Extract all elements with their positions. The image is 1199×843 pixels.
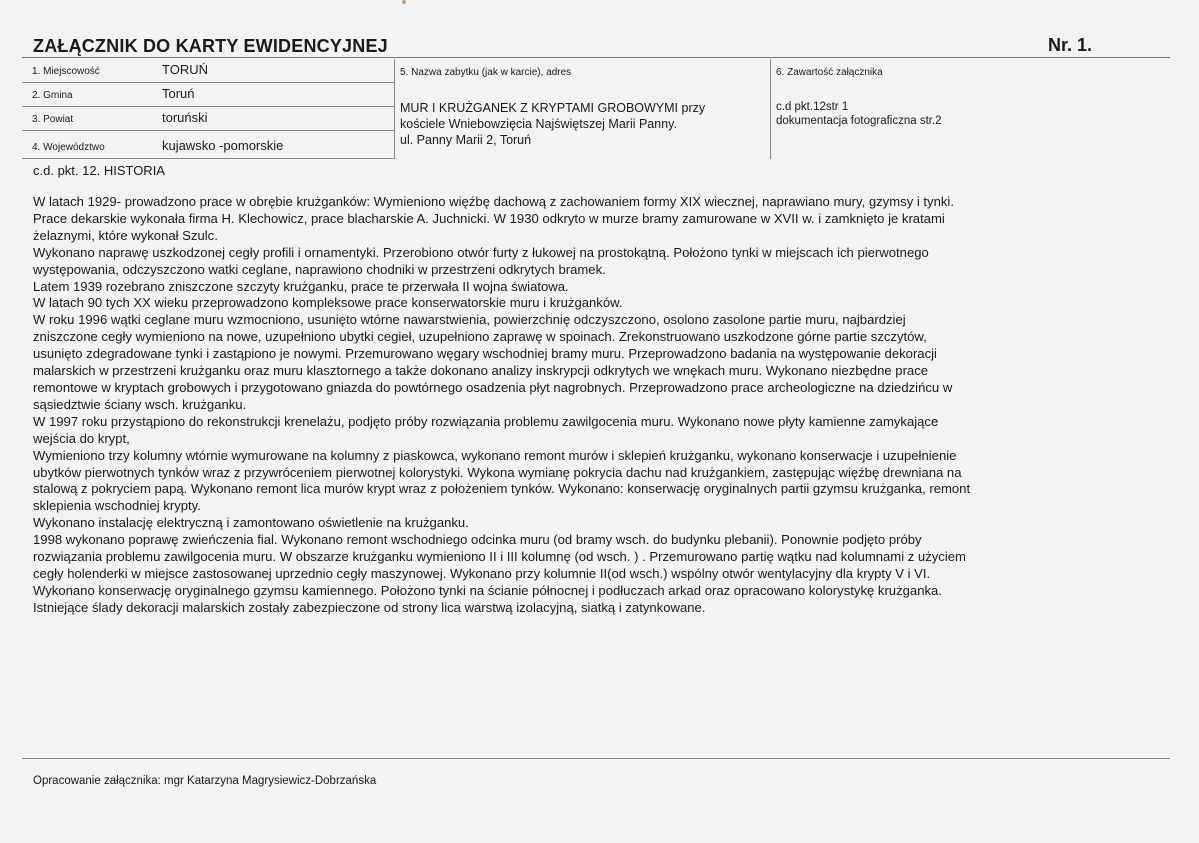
text-line: W latach 90 tych XX wieku przeprowadzono kompleksowe prace konserwatorskie muru i krużganków. bbox=[33, 295, 623, 311]
text-line: Prace dekarskie wykonała firma H. Klechowicz, prace blacharskie A. Juchnicki. W 1930 odkryto w murze bramy zamurowane w XVII w. i zamknięto je kratami bbox=[33, 210, 945, 226]
field-value-location: TORUŃ bbox=[162, 62, 208, 77]
text-line: sklepienia wschodniej krypty. bbox=[33, 498, 201, 514]
field-value-monument bbox=[400, 100, 770, 148]
contents-line: dokumentacja fotograficzna str.2 bbox=[776, 115, 942, 127]
text-line: Istniejące ślady dekoracji malarskich zostały zabezpieczone od strony lica warstwą izolacyjną, siatką i zatynkowane. bbox=[33, 599, 706, 615]
text-line: Wykonano instalację elektryczną i zamontowano oświetlenie na krużganku. bbox=[33, 515, 469, 531]
document-title: ZAŁĄCZNIK DO KARTY EWIDENCYJNEJ bbox=[33, 36, 388, 56]
text-line: zniszczone cegły wymieniono na nowe, uzupełniono ubytki cegieł, uzupełniono zaprawę w spoinach. Zrekonstruowano uszkodzone górne partie szczytów, bbox=[33, 329, 927, 345]
text-line: Wykonano konserwację oryginalnego gzymsu kamiennego. Położono tynki na ścianie północnej i podłuczach arkad oraz opracowano kolorystykę krużganka. bbox=[33, 582, 942, 598]
contents-field bbox=[770, 59, 1170, 159]
monument-line: kościele Wniebowzięcia Najświętszej Marii Panny. bbox=[400, 117, 677, 131]
text-line: występowania, odczyszczono watki ceglane, naprawiono chodniki w przestrzeni odkrytych bramek. bbox=[33, 261, 606, 277]
text-line: W latach 1929- prowadzono prace w obrębie krużganków: Wymieniono więźbę dachową z zachowaniem formy XIX wiecznej, naprawiano mury, gzymsy i tynki. bbox=[33, 194, 954, 209]
text-line: malarskich w przestrzeni krużganku oraz muru klasztornego a także dokonano analizy inskrypcji odkrytych we wnękach muru. Wykonano niezbędne prace bbox=[33, 363, 929, 379]
document-number: Nr. 1. bbox=[1048, 35, 1093, 55]
header-divider bbox=[22, 57, 1170, 58]
text-line: W roku 1996 wątki ceglane muru wzmocniono, usunięto wtórne nawarstwienia, powierzchnię odczyszczono, osolono zasolone partie muru, najbardziej bbox=[33, 312, 906, 328]
footer-divider bbox=[22, 758, 1170, 759]
text-line: żelaznymi, które wykonał Szulc. bbox=[33, 227, 218, 243]
field-label-commune: 2. Gmina bbox=[32, 90, 73, 101]
field-label-contents: 6. Zawartość załącznika bbox=[776, 67, 883, 78]
text-line: stalową z pokryciem papą. Wykonano remont lica murów krypt wraz z położeniem tynków. Wykonano: konserwację oryginalnych partii gzymsu krużganka, remont bbox=[33, 481, 971, 497]
text-line: Wymieniono trzy kolumny wtórnie wymurowane na kolumny z piaskowca, wykonano remont murów i sklepień krużganku, wykonano konserwacje i uzupełnienie bbox=[33, 447, 957, 463]
field-value-voivodeship: kujawsko -pomorskie bbox=[162, 138, 284, 153]
field-row-location bbox=[22, 59, 394, 83]
text-line: rozwiązania problemu zawilgocenia muru. W obszarze krużganku wymieniono II i III kolumnę (od wsch. ) . Przemurowano partię wątku nad kolumnami z użyciem bbox=[33, 549, 966, 565]
field-value-contents bbox=[776, 100, 942, 128]
field-value-county: toruński bbox=[162, 110, 208, 125]
monument-field bbox=[394, 59, 770, 159]
header-table bbox=[22, 59, 1170, 159]
monument-line: MUR I KRUŻGANEK Z KRYPTAMI GROBOWYMI przy bbox=[400, 101, 706, 115]
text-line: Wykonano naprawę uszkodzonej cegły profili i ornamentyki. Przerobiono otwór furty z łukowej na prostokątną. Położono tynki w miejscach ich pierwotnego bbox=[33, 244, 929, 260]
contents-line: c.d pkt.12str 1 bbox=[776, 101, 849, 113]
field-row-county bbox=[22, 107, 394, 131]
text-line: Latem 1939 rozebrano zniszczone szczyty krużganku, prace te przerwała II wojna światowa. bbox=[33, 278, 569, 294]
field-label-location: 1. Miejscowość bbox=[32, 66, 100, 77]
field-label-county: 3. Powiat bbox=[32, 114, 74, 125]
field-label-voivodeship: 4. Województwo bbox=[32, 142, 105, 153]
field-row-commune bbox=[22, 83, 394, 107]
location-fields bbox=[22, 59, 394, 159]
text-line: 1998 wykonano poprawę zwieńczenia fial. Wykonano remont wschodniego odcinka muru (od bramy wsch. do budynku plebanii). Ponownie podjęto próby bbox=[33, 532, 922, 548]
footer-author: Opracowanie załącznika: mgr Katarzyna Magrysiewicz-Dobrzańska bbox=[33, 775, 377, 787]
text-line: cegły holenderki w miejsce zastosowanej uprzednio cegły maszynowej. Wykonano przy kolumnie II(od wsch.) wspólny otwór wentylacyjny dla krypty V i VI. bbox=[33, 565, 931, 581]
monument-line: ul. Panny Marii 2, Toruń bbox=[400, 133, 532, 147]
field-label-monument: 5. Nazwa zabytku (jak w karcie), adres bbox=[400, 67, 572, 78]
field-row-voivodeship bbox=[22, 133, 394, 159]
scan-mark bbox=[402, 0, 406, 4]
text-line: W 1997 roku przystąpiono do rekonstrukcji krenelażu, podjęto próby rozwiązania problemu zawilgocenia muru. Wykonano nowe płyty kamienne zamykające bbox=[33, 413, 939, 429]
text-line: usunięto zdegradowane tynki i zastąpiono je nowymi. Przemurowano węgary wschodniej bramy muru. Przeprowadzono badania na występowanie dekoracji bbox=[33, 346, 937, 362]
field-value-commune: Toruń bbox=[162, 86, 195, 101]
text-line: remontowe w kryptach grobowych i przygotowano gniazda do powtórnego osadzenia płyt nagrobnych. Przeprowadzono prace archeologiczne na dziedzińcu w bbox=[33, 379, 953, 395]
history-text bbox=[33, 194, 1158, 617]
text-line: sąsiedztwie ściany wsch. krużganku. bbox=[33, 396, 247, 412]
text-line: ubytków pierwotnych tynków wraz z przywróceniem pierwotnej kolorystyki. Wykona wymianę pokrycia dachu nad krużgankiem, zastępując więźbę drewniana na bbox=[33, 464, 962, 480]
section-title: c.d. pkt. 12. HISTORIA bbox=[33, 163, 165, 178]
text-line: wejścia do krypt, bbox=[33, 430, 130, 446]
